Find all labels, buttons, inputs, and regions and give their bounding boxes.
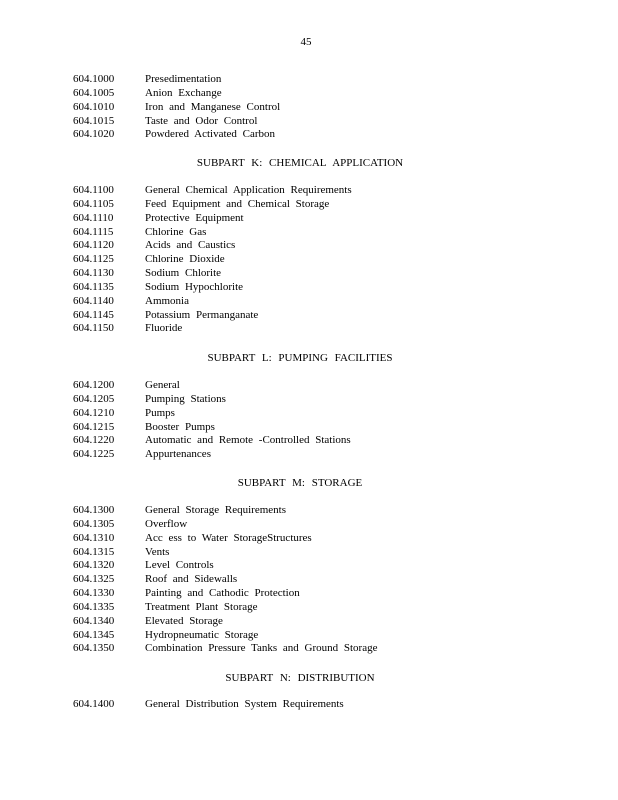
list-item: [0, 421, 618, 435]
section-number: 604.1005: [73, 86, 115, 99]
section-number: 604.1400: [73, 698, 115, 710]
list-item: [0, 601, 618, 615]
section-number: 604.1210: [73, 406, 115, 419]
list-item: [0, 587, 618, 601]
section-title: Anion Exchange: [145, 86, 222, 99]
section-number: 604.1105: [73, 197, 114, 210]
section-title: Acids and Caustics: [145, 239, 236, 252]
section-title: Roof and Sidewalls: [145, 573, 238, 586]
section-list-water-treatment: [0, 73, 618, 142]
section-title: Pumping Stations: [145, 392, 226, 405]
section-title: Hydropneumatic Storage: [145, 628, 259, 641]
list-item: [0, 698, 618, 712]
list-item: [0, 101, 618, 115]
list-item: [0, 309, 618, 323]
section-title: Level Controls: [145, 559, 214, 572]
section-number: 604.1150: [73, 322, 114, 335]
section-number: 604.1345: [73, 628, 115, 641]
section-number: 604.1145: [73, 308, 114, 321]
subpart-heading-m: SUBPART M: STORAGE: [237, 477, 363, 489]
list-item: [0, 73, 618, 87]
section-number: 604.1010: [73, 100, 115, 113]
section-number: 604.1325: [73, 573, 115, 586]
section-number: 604.1330: [73, 587, 115, 600]
list-item: [0, 434, 618, 448]
section-title: Presedimentation: [145, 73, 222, 85]
section-title: Automatic and Remote -Controlled Stations: [145, 434, 351, 447]
section-title: Appurtenances: [145, 448, 211, 461]
list-item: [0, 379, 618, 393]
section-number: 604.1205: [73, 392, 115, 405]
list-item: [0, 322, 618, 336]
section-title: Chlorine Dioxide: [145, 253, 225, 266]
list-item: [0, 115, 618, 129]
section-title: Ammonia: [145, 294, 189, 307]
section-title: Fluoride: [145, 322, 183, 335]
section-number: 604.1140: [73, 294, 114, 307]
section-number: 604.1320: [73, 559, 115, 572]
section-number: 604.1305: [73, 517, 115, 530]
list-item: [0, 518, 618, 532]
section-number: 604.1015: [73, 114, 115, 127]
section-number: 604.1020: [73, 128, 115, 141]
section-title: Iron and Manganese Control: [145, 100, 281, 113]
section-number: 604.1335: [73, 600, 115, 613]
section-number: 604.1130: [73, 267, 114, 280]
list-item: [0, 128, 618, 142]
list-item: [0, 504, 618, 518]
subpart-heading-l: SUBPART L: PUMPING FACILITIES: [207, 352, 393, 364]
list-item: [0, 87, 618, 101]
section-number: 604.1000: [73, 73, 115, 85]
section-title: General Chemical Application Requirements: [145, 184, 352, 196]
list-item: [0, 559, 618, 573]
section-title: Sodium Chlorite: [145, 267, 222, 280]
section-title: Protective Equipment: [145, 211, 244, 224]
list-item: [0, 642, 618, 656]
section-title: Potassium Permanganate: [145, 308, 259, 321]
section-number: 604.1340: [73, 614, 115, 627]
list-item: [0, 239, 618, 253]
section-number: 604.1225: [73, 448, 115, 461]
section-number: 604.1315: [73, 545, 115, 558]
section-title: Sodium Hypochlorite: [145, 280, 244, 293]
section-title: Acc ess to Water StorageStructures: [145, 531, 312, 544]
section-title: Pumps: [145, 406, 175, 419]
section-number: 604.1215: [73, 420, 115, 433]
section-number: 604.1100: [73, 184, 114, 196]
section-title: Combination Pressure Tanks and Ground Storage: [145, 642, 378, 655]
page-number: 45: [300, 36, 312, 48]
list-item: [0, 267, 618, 281]
section-title: Powdered Activated Carbon: [145, 128, 276, 141]
list-item: [0, 226, 618, 240]
section-title: Vents: [145, 545, 170, 558]
subpart-heading-n: SUBPART N: DISTRIBUTION: [225, 672, 375, 684]
list-item: [0, 573, 618, 587]
list-item: [0, 295, 618, 309]
list-item: [0, 212, 618, 226]
section-title: Booster Pumps: [145, 420, 215, 433]
section-list-distribution: [0, 698, 618, 712]
section-number: 604.1115: [73, 225, 114, 238]
section-title: Feed Equipment and Chemical Storage: [145, 197, 330, 210]
list-item: [0, 393, 618, 407]
list-item: [0, 532, 618, 546]
list-item: [0, 448, 618, 462]
section-title: General Distribution System Requirements: [145, 698, 344, 710]
section-list-chemical-application: [0, 184, 618, 336]
section-title: General: [145, 379, 180, 391]
list-item: [0, 546, 618, 560]
section-title: Overflow: [145, 517, 188, 530]
section-title: General Storage Requirements: [145, 504, 287, 516]
section-number: 604.1125: [73, 253, 114, 266]
list-item: [0, 407, 618, 421]
section-number: 604.1350: [73, 642, 115, 655]
list-item: [0, 629, 618, 643]
section-title: Elevated Storage: [145, 614, 223, 627]
section-number: 604.1120: [73, 239, 114, 252]
list-item: [0, 184, 618, 198]
section-number: 604.1220: [73, 434, 115, 447]
list-item: [0, 253, 618, 267]
section-number: 604.1135: [73, 280, 114, 293]
section-title: Taste and Odor Control: [145, 114, 258, 127]
section-number: 604.1310: [73, 531, 115, 544]
list-item: [0, 615, 618, 629]
section-list-storage: [0, 504, 618, 656]
section-list-pumping-facilities: [0, 379, 618, 462]
section-number: 604.1300: [73, 504, 115, 516]
section-number: 604.1200: [73, 379, 115, 391]
subpart-heading-k: SUBPART K: CHEMICAL APPLICATION: [196, 157, 404, 169]
section-number: 604.1110: [73, 211, 114, 224]
section-title: Painting and Cathodic Protection: [145, 587, 300, 600]
list-item: [0, 198, 618, 212]
list-item: [0, 281, 618, 295]
section-title: Chlorine Gas: [145, 225, 207, 238]
section-title: Treatment Plant Storage: [145, 600, 258, 613]
